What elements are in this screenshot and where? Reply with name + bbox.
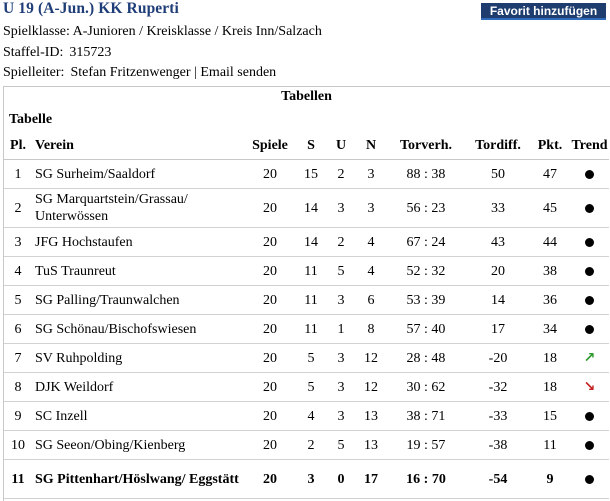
cell-u: 1 [326, 315, 356, 344]
cell-u: 3 [326, 402, 356, 431]
cell-pl: 8 [4, 373, 32, 402]
league-leader-label: Spielleiter: [3, 65, 65, 80]
column-header-verein: Verein [32, 133, 244, 160]
trend-same-icon [585, 325, 594, 334]
cell-verein[interactable]: DJK Weildorf [32, 373, 244, 402]
cell-trend [570, 373, 609, 402]
cell-torverh: 56 : 23 [386, 189, 466, 228]
cell-spiele: 20 [244, 286, 296, 315]
cell-verein[interactable]: SG Palling/Traunwalchen [32, 286, 244, 315]
cell-u: 2 [326, 228, 356, 257]
cell-spiele: 20 [244, 160, 296, 189]
cell-tordiff: 20 [466, 257, 530, 286]
trend-same-icon [585, 441, 594, 450]
cell-s: 14 [296, 228, 326, 257]
trend-same-icon [585, 475, 594, 484]
table-row [4, 257, 609, 286]
cell-torverh: 16 : 70 [386, 460, 466, 499]
cell-n: 12 [356, 344, 386, 373]
column-header-spiele: Spiele [244, 133, 296, 160]
cell-n: 3 [356, 160, 386, 189]
cell-verein[interactable]: SG Schönau/Bischofswiesen [32, 315, 244, 344]
cell-torverh: 52 : 32 [386, 257, 466, 286]
cell-s: 11 [296, 257, 326, 286]
column-header-n: N [356, 133, 386, 160]
table-row [4, 286, 609, 315]
leader-separator: | [190, 65, 201, 80]
cell-n: 8 [356, 315, 386, 344]
cell-u: 3 [326, 189, 356, 228]
cell-pkt: 9 [530, 460, 570, 499]
cell-n: 13 [356, 402, 386, 431]
cell-pl: 5 [4, 286, 32, 315]
trend-same-icon [585, 412, 594, 421]
cell-pkt: 18 [530, 344, 570, 373]
cell-torverh: 30 : 62 [386, 373, 466, 402]
cell-trend [570, 431, 609, 460]
table-row [4, 344, 609, 373]
table-row [4, 228, 609, 257]
cell-tordiff: 43 [466, 228, 530, 257]
cell-tordiff: 50 [466, 160, 530, 189]
cell-spiele: 20 [244, 373, 296, 402]
cell-u: 3 [326, 286, 356, 315]
table-row [4, 431, 609, 460]
cell-trend [570, 160, 609, 189]
cell-torverh: 19 : 57 [386, 431, 466, 460]
cell-pl: 7 [4, 344, 32, 373]
cell-trend [570, 344, 609, 373]
staffel-id-row [3, 42, 111, 63]
league-title: U 19 (A-Jun.) KK Ruperti [3, 0, 179, 17]
cell-tordiff: -20 [466, 344, 530, 373]
cell-verein[interactable]: SV Ruhpolding [32, 344, 244, 373]
table-row [4, 373, 609, 402]
trend-same-icon [585, 204, 594, 213]
cell-n: 4 [356, 228, 386, 257]
cell-pkt: 18 [530, 373, 570, 402]
cell-pl: 2 [4, 189, 32, 228]
cell-trend [570, 228, 609, 257]
cell-verein[interactable]: SG Pittenhart/Höslwang/ Eggstätt [32, 460, 244, 499]
standings-section-title: Tabelle [9, 112, 53, 127]
league-class-row [3, 21, 322, 42]
cell-pkt: 15 [530, 402, 570, 431]
cell-pkt: 45 [530, 189, 570, 228]
trend-same-icon [585, 296, 594, 305]
cell-pl: 3 [4, 228, 32, 257]
cell-pl: 11 [4, 460, 32, 499]
cell-spiele: 20 [244, 189, 296, 228]
cell-torverh: 88 : 38 [386, 160, 466, 189]
column-header-trend: Trend [570, 133, 609, 160]
cell-trend [570, 189, 609, 228]
cell-u: 5 [326, 431, 356, 460]
cell-verein[interactable]: JFG Hochstaufen [32, 228, 244, 257]
cell-pl: 10 [4, 431, 32, 460]
trend-down-icon: ↘ [583, 378, 596, 395]
column-header-s: S [296, 133, 326, 160]
trend-same-icon [585, 170, 594, 179]
cell-tordiff: 14 [466, 286, 530, 315]
cell-trend [570, 460, 609, 499]
cell-u: 2 [326, 160, 356, 189]
column-header-pkt: Pkt. [530, 133, 570, 160]
cell-tordiff: -32 [466, 373, 530, 402]
cell-pkt: 44 [530, 228, 570, 257]
column-header-torverh: Torverh. [386, 133, 466, 160]
send-email-link[interactable]: Email senden [200, 65, 277, 80]
cell-n: 12 [356, 373, 386, 402]
standings-table [4, 133, 609, 499]
cell-spiele: 20 [244, 257, 296, 286]
cell-u: 3 [326, 344, 356, 373]
cell-s: 11 [296, 286, 326, 315]
cell-torverh: 38 : 71 [386, 402, 466, 431]
cell-u: 3 [326, 373, 356, 402]
cell-pl: 6 [4, 315, 32, 344]
cell-verein[interactable]: SG Surheim/Saaldorf [32, 160, 244, 189]
cell-spiele: 20 [244, 460, 296, 499]
table-row [4, 189, 609, 228]
add-favorite-button[interactable]: Favorit hinzufügen [481, 3, 606, 20]
column-header-pl: Pl. [4, 133, 32, 160]
cell-torverh: 28 : 48 [386, 344, 466, 373]
table-row [4, 160, 609, 189]
cell-torverh: 53 : 39 [386, 286, 466, 315]
trend-same-icon [585, 267, 594, 276]
cell-trend [570, 257, 609, 286]
table-row [4, 460, 609, 499]
cell-tordiff: -54 [466, 460, 530, 499]
cell-trend [570, 402, 609, 431]
column-header-tordiff: Tordiff. [466, 133, 530, 160]
cell-spiele: 20 [244, 228, 296, 257]
league-class-value: A-Junioren / Kreisklasse / Kreis Inn/Salzach [72, 24, 322, 39]
tables-panel [3, 86, 610, 501]
cell-s: 15 [296, 160, 326, 189]
cell-pkt: 11 [530, 431, 570, 460]
trend-same-icon [585, 238, 594, 247]
cell-spiele: 20 [244, 431, 296, 460]
cell-trend [570, 286, 609, 315]
cell-n: 3 [356, 189, 386, 228]
cell-pl: 1 [4, 160, 32, 189]
column-header-u: U [326, 133, 356, 160]
cell-pkt: 34 [530, 315, 570, 344]
standings-header-row [4, 133, 609, 160]
standings-body [4, 160, 609, 499]
cell-tordiff: 33 [466, 189, 530, 228]
cell-s: 4 [296, 402, 326, 431]
cell-n: 13 [356, 431, 386, 460]
cell-torverh: 57 : 40 [386, 315, 466, 344]
cell-verein[interactable]: SG Seeon/Obing/Kienberg [32, 431, 244, 460]
league-leader-row [3, 62, 276, 83]
cell-n: 17 [356, 460, 386, 499]
cell-s: 5 [296, 373, 326, 402]
cell-n: 4 [356, 257, 386, 286]
cell-torverh: 67 : 24 [386, 228, 466, 257]
cell-pl: 4 [4, 257, 32, 286]
cell-u: 0 [326, 460, 356, 499]
cell-tordiff: -38 [466, 431, 530, 460]
cell-tordiff: 17 [466, 315, 530, 344]
cell-spiele: 20 [244, 402, 296, 431]
table-row [4, 402, 609, 431]
staffel-id-label: Staffel-ID: [3, 45, 64, 60]
cell-pkt: 47 [530, 160, 570, 189]
cell-trend [570, 315, 609, 344]
cell-pkt: 36 [530, 286, 570, 315]
cell-s: 5 [296, 344, 326, 373]
cell-s: 14 [296, 189, 326, 228]
cell-spiele: 20 [244, 315, 296, 344]
league-class-label: Spielklasse: [3, 24, 70, 39]
cell-u: 5 [326, 257, 356, 286]
cell-s: 2 [296, 431, 326, 460]
cell-pl: 9 [4, 402, 32, 431]
cell-verein[interactable]: TuS Traunreut [32, 257, 244, 286]
league-leader-name: Stefan Fritzenwenger [70, 65, 191, 80]
cell-pkt: 38 [530, 257, 570, 286]
cell-n: 6 [356, 286, 386, 315]
cell-s: 11 [296, 315, 326, 344]
cell-tordiff: -33 [466, 402, 530, 431]
trend-up-icon: ↗ [583, 349, 596, 366]
cell-spiele: 20 [244, 344, 296, 373]
staffel-id-value: 315723 [69, 45, 112, 60]
cell-s: 3 [296, 460, 326, 499]
cell-verein[interactable]: SG Marquartstein/Grassau/ Unterwössen [32, 189, 244, 228]
tables-panel-title: Tabellen [281, 89, 332, 104]
table-row [4, 315, 609, 344]
cell-verein[interactable]: SC Inzell [32, 402, 244, 431]
